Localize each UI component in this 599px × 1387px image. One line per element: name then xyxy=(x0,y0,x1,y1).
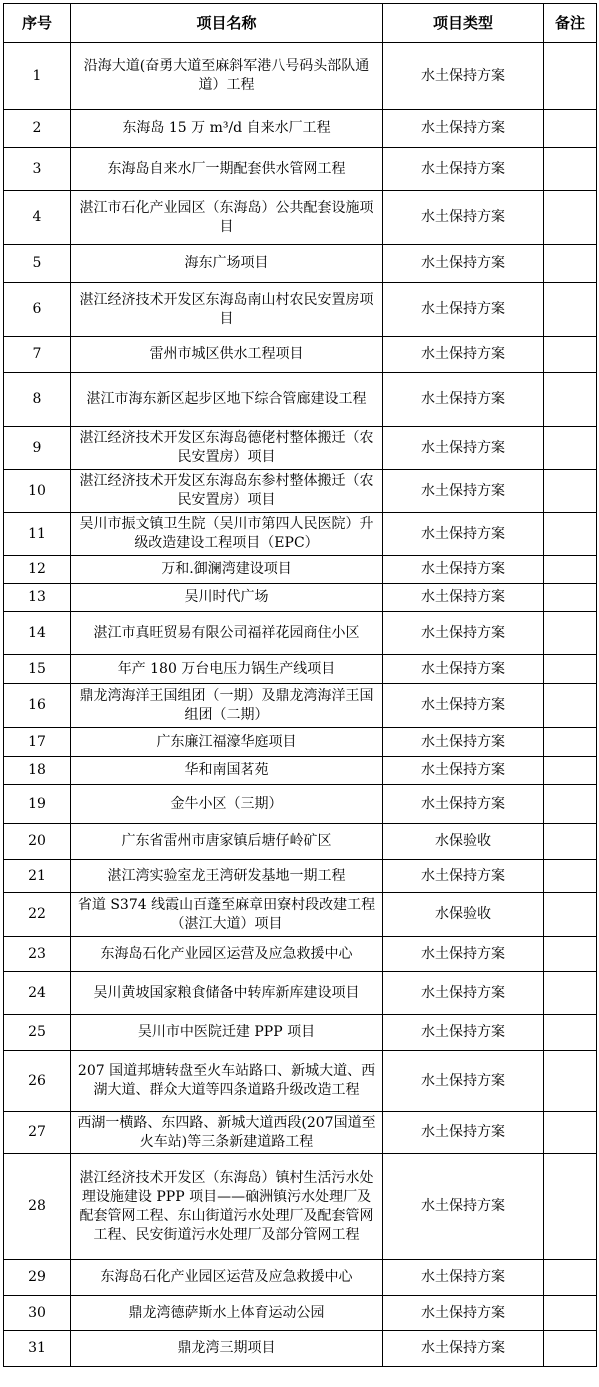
table-row xyxy=(4,860,597,893)
cell-name: 湛江湾实验室龙王湾研发基地一期工程 xyxy=(71,860,383,893)
cell-note xyxy=(544,937,597,972)
cell-seq: 21 xyxy=(4,860,71,893)
cell-note xyxy=(544,470,597,513)
cell-seq: 10 xyxy=(4,470,71,513)
cell-type: 水土保持方案 xyxy=(383,584,544,612)
cell-type: 水土保持方案 xyxy=(383,757,544,785)
cell-name: 海东广场项目 xyxy=(71,245,383,283)
project-table xyxy=(3,3,597,1367)
cell-seq: 23 xyxy=(4,937,71,972)
cell-type: 水土保持方案 xyxy=(383,972,544,1015)
cell-name: 金牛小区（三期） xyxy=(71,785,383,824)
header-note: 备注 xyxy=(544,4,597,43)
table-row xyxy=(4,655,597,684)
cell-name: 吴川时代广场 xyxy=(71,584,383,612)
cell-note xyxy=(544,1331,597,1367)
cell-type: 水土保持方案 xyxy=(383,612,544,655)
cell-name: 雷州市城区供水工程项目 xyxy=(71,337,383,373)
table-row xyxy=(4,470,597,513)
table-row xyxy=(4,1112,597,1154)
cell-note xyxy=(544,1260,597,1296)
cell-seq: 14 xyxy=(4,612,71,655)
cell-name: 广东省雷州市唐家镇后塘仔岭矿区 xyxy=(71,824,383,860)
cell-note xyxy=(544,785,597,824)
cell-type: 水土保持方案 xyxy=(383,1331,544,1367)
cell-note xyxy=(544,1154,597,1260)
cell-note xyxy=(544,513,597,556)
table-row xyxy=(4,684,597,728)
table-row xyxy=(4,785,597,824)
cell-note xyxy=(544,43,597,110)
cell-name: 西湖一横路、东四路、新城大道西段(207国道至火车站)等三条新建道路工程 xyxy=(71,1112,383,1154)
table-row xyxy=(4,373,597,427)
cell-note xyxy=(544,373,597,427)
cell-type: 水土保持方案 xyxy=(383,785,544,824)
cell-note xyxy=(544,972,597,1015)
cell-seq: 30 xyxy=(4,1296,71,1331)
cell-note xyxy=(544,612,597,655)
cell-name: 年产 180 万台电压力锅生产线项目 xyxy=(71,655,383,684)
cell-name: 华和南国茗苑 xyxy=(71,757,383,785)
cell-type: 水土保持方案 xyxy=(383,110,544,148)
header-seq: 序号 xyxy=(4,4,71,43)
cell-type: 水保验收 xyxy=(383,893,544,937)
table-row xyxy=(4,893,597,937)
cell-seq: 9 xyxy=(4,427,71,470)
cell-seq: 31 xyxy=(4,1331,71,1367)
cell-seq: 18 xyxy=(4,757,71,785)
cell-name: 鼎龙湾德萨斯水上体育运动公园 xyxy=(71,1296,383,1331)
table-row xyxy=(4,513,597,556)
table-row xyxy=(4,283,597,337)
table-row xyxy=(4,757,597,785)
cell-type: 水土保持方案 xyxy=(383,373,544,427)
cell-seq: 24 xyxy=(4,972,71,1015)
cell-type: 水土保持方案 xyxy=(383,860,544,893)
cell-name: 鼎龙湾三期项目 xyxy=(71,1331,383,1367)
table-row xyxy=(4,1331,597,1367)
cell-seq: 4 xyxy=(4,191,71,245)
cell-name: 省道 S374 线霞山百蓬至麻章田寮村段改建工程（湛江大道）项目 xyxy=(71,893,383,937)
cell-seq: 25 xyxy=(4,1015,71,1051)
cell-name: 吴川市振文镇卫生院（吴川市第四人民医院）升级改造建设工程项目（EPC） xyxy=(71,513,383,556)
cell-name: 东海岛 15 万 m³/d 自来水厂工程 xyxy=(71,110,383,148)
cell-type: 水土保持方案 xyxy=(383,1051,544,1112)
table-row xyxy=(4,824,597,860)
table-body xyxy=(4,43,597,1367)
cell-name: 207 国道邦塘转盘至火车站路口、新城大道、西湖大道、群众大道等四条道路升级改造工程 xyxy=(71,1051,383,1112)
cell-name: 湛江经济技术开发区（东海岛）镇村生活污水处理设施建设 PPP 项目——硇洲镇污水处理厂及配套管网工程、东山街道污水处理厂及配套管网工程、民安街道污水处理厂及部分管网工程 xyxy=(71,1154,383,1260)
cell-note xyxy=(544,893,597,937)
cell-seq: 27 xyxy=(4,1112,71,1154)
table-row xyxy=(4,245,597,283)
table-row xyxy=(4,584,597,612)
cell-note xyxy=(544,1051,597,1112)
cell-type: 水土保持方案 xyxy=(383,245,544,283)
cell-type: 水土保持方案 xyxy=(383,513,544,556)
table-row xyxy=(4,972,597,1015)
cell-name: 东海岛自来水厂一期配套供水管网工程 xyxy=(71,148,383,191)
cell-note xyxy=(544,860,597,893)
cell-seq: 12 xyxy=(4,556,71,584)
header-row xyxy=(4,4,597,43)
cell-type: 水土保持方案 xyxy=(383,191,544,245)
table-row xyxy=(4,1015,597,1051)
cell-type: 水土保持方案 xyxy=(383,148,544,191)
cell-note xyxy=(544,728,597,757)
table-row xyxy=(4,1296,597,1331)
table-row xyxy=(4,612,597,655)
cell-type: 水土保持方案 xyxy=(383,1015,544,1051)
table-row xyxy=(4,937,597,972)
cell-name: 万和.御澜湾建设项目 xyxy=(71,556,383,584)
table-row xyxy=(4,191,597,245)
table-row xyxy=(4,1154,597,1260)
cell-seq: 8 xyxy=(4,373,71,427)
cell-seq: 5 xyxy=(4,245,71,283)
cell-note xyxy=(544,655,597,684)
cell-note xyxy=(544,584,597,612)
cell-name: 湛江经济技术开发区东海岛东参村整体搬迁（农民安置房）项目 xyxy=(71,470,383,513)
cell-type: 水土保持方案 xyxy=(383,427,544,470)
cell-type: 水土保持方案 xyxy=(383,1296,544,1331)
cell-name: 湛江市石化产业园区（东海岛）公共配套设施项目 xyxy=(71,191,383,245)
cell-name: 湛江市真旺贸易有限公司福祥花园商住小区 xyxy=(71,612,383,655)
cell-seq: 29 xyxy=(4,1260,71,1296)
cell-seq: 17 xyxy=(4,728,71,757)
header-type: 项目类型 xyxy=(383,4,544,43)
cell-name: 广东廉江福濠华庭项目 xyxy=(71,728,383,757)
cell-seq: 19 xyxy=(4,785,71,824)
table-row xyxy=(4,1051,597,1112)
cell-type: 水保验收 xyxy=(383,824,544,860)
cell-note xyxy=(544,684,597,728)
cell-seq: 13 xyxy=(4,584,71,612)
cell-type: 水土保持方案 xyxy=(383,1154,544,1260)
cell-seq: 20 xyxy=(4,824,71,860)
cell-note xyxy=(544,245,597,283)
table-row xyxy=(4,1260,597,1296)
cell-note xyxy=(544,148,597,191)
cell-note xyxy=(544,1296,597,1331)
cell-note xyxy=(544,757,597,785)
cell-seq: 6 xyxy=(4,283,71,337)
table-row xyxy=(4,43,597,110)
cell-type: 水土保持方案 xyxy=(383,1112,544,1154)
table-row xyxy=(4,728,597,757)
cell-type: 水土保持方案 xyxy=(383,937,544,972)
cell-seq: 28 xyxy=(4,1154,71,1260)
cell-type: 水土保持方案 xyxy=(383,655,544,684)
cell-note xyxy=(544,191,597,245)
cell-note xyxy=(544,337,597,373)
cell-name: 湛江经济技术开发区东海岛南山村农民安置房项目 xyxy=(71,283,383,337)
cell-name: 吴川市中医院迁建 PPP 项目 xyxy=(71,1015,383,1051)
cell-name: 湛江经济技术开发区东海岛德佬村整体搬迁（农民安置房）项目 xyxy=(71,427,383,470)
cell-seq: 7 xyxy=(4,337,71,373)
cell-note xyxy=(544,283,597,337)
cell-type: 水土保持方案 xyxy=(383,1260,544,1296)
cell-seq: 1 xyxy=(4,43,71,110)
cell-type: 水土保持方案 xyxy=(383,337,544,373)
table-row xyxy=(4,110,597,148)
cell-type: 水土保持方案 xyxy=(383,283,544,337)
cell-note xyxy=(544,110,597,148)
cell-seq: 2 xyxy=(4,110,71,148)
header-name: 项目名称 xyxy=(71,4,383,43)
cell-name: 东海岛石化产业园区运营及应急救援中心 xyxy=(71,1260,383,1296)
cell-seq: 22 xyxy=(4,893,71,937)
cell-seq: 11 xyxy=(4,513,71,556)
cell-type: 水土保持方案 xyxy=(383,470,544,513)
cell-type: 水土保持方案 xyxy=(383,43,544,110)
cell-note xyxy=(544,1112,597,1154)
cell-seq: 15 xyxy=(4,655,71,684)
cell-note xyxy=(544,427,597,470)
cell-type: 水土保持方案 xyxy=(383,556,544,584)
cell-seq: 26 xyxy=(4,1051,71,1112)
cell-type: 水土保持方案 xyxy=(383,684,544,728)
table-row xyxy=(4,427,597,470)
cell-note xyxy=(544,556,597,584)
cell-type: 水土保持方案 xyxy=(383,728,544,757)
cell-note xyxy=(544,1015,597,1051)
table-row xyxy=(4,556,597,584)
cell-seq: 16 xyxy=(4,684,71,728)
cell-name: 吴川黄坡国家粮食储备中转库新库建设项目 xyxy=(71,972,383,1015)
cell-name: 鼎龙湾海洋王国组团（一期）及鼎龙湾海洋王国组团（二期） xyxy=(71,684,383,728)
cell-seq: 3 xyxy=(4,148,71,191)
cell-name: 沿海大道(奋勇大道至麻斜军港八号码头部队通道）工程 xyxy=(71,43,383,110)
cell-note xyxy=(544,824,597,860)
table-row xyxy=(4,148,597,191)
table-row xyxy=(4,337,597,373)
cell-name: 湛江市海东新区起步区地下综合管廊建设工程 xyxy=(71,373,383,427)
cell-name: 东海岛石化产业园区运营及应急救援中心 xyxy=(71,937,383,972)
